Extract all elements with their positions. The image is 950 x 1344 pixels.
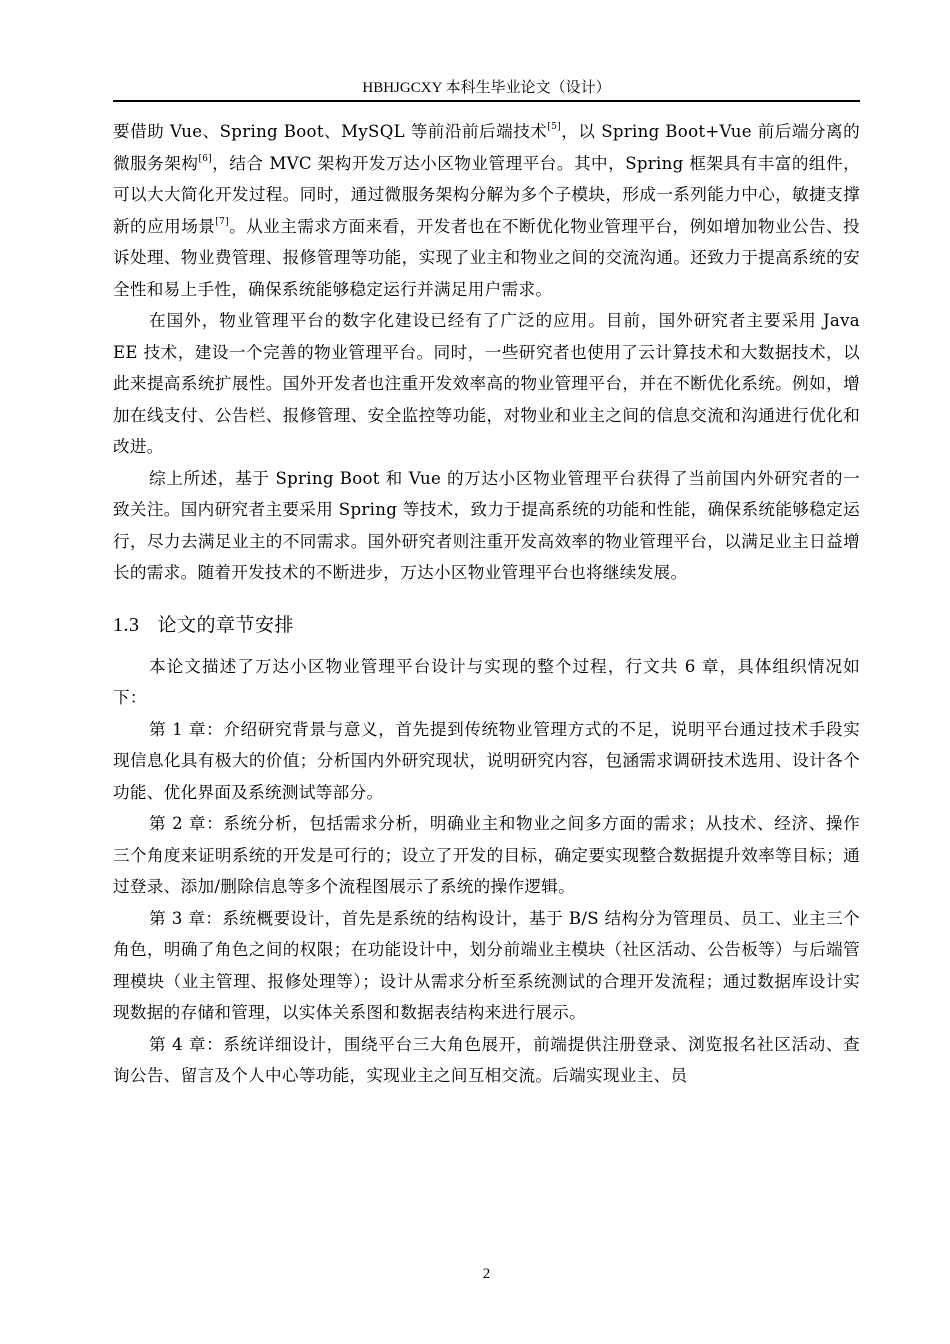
- citation-ref: [7]: [215, 216, 229, 227]
- paragraph-chapter-1: 第 1 章：介绍研究背景与意义，首先提到传统物业管理方式的不足，说明平台通过技术手段实现信息化具有极大的价值；分析国内外研究现状，说明研究内容，包涵需求调研技术选用、设计各个功能、优化界面及系统测试等部分。: [113, 719, 860, 802]
- paragraph-foreign-research: 在国外，物业管理平台的数字化建设已经有了广泛的应用。目前，国外研究者主要采用 Java EE 技术，建设一个完善的物业管理平台。同时，一些研究者也使用了云计算技术和大数据技术，以此来提高系统扩展性。国外开发者也注重开发效率高的物业管理平台，并在不断优化系统。例如，增加在线支付、公告栏、报修管理、安全监控等功能，对物业和业主之间的信息交流和沟通进行优化和改进。: [113, 311, 860, 456]
- body-text: [113, 116, 860, 1092]
- running-header: HBHJGCXY 本科生毕业论文（设计）: [362, 80, 611, 96]
- paragraph-text: ，结合 MVC 架构开发万达小区物业管理平台。其中，Spring 框架具有丰富的组件，可以大大简化开发过程。同时，通过微服务架构分解为多个子模块，形成一系列能力中心，敏捷支撑新的应用场景: [113, 153, 860, 236]
- paragraph-chapter-3: 第 3 章：系统概要设计，首先是系统的结构设计，基于 B/S 结构分为管理员、员工、业主三个角色，明确了角色之间的权限；在功能设计中，划分前端业主模块（社区活动、公告板等）与后端管理模块（业主管理、报修处理等）；设计从需求分析至系统测试的合理开发流程；通过数据库设计实现数据的存储和管理，以实体关系图和数据表结构来进行展示。: [113, 908, 860, 1022]
- paragraph-chapter-4: 第 4 章：系统详细设计，围绕平台三大角色展开，前端提供注册登录、浏览报名社区活动、查询公告、留言及个人中心等功能，实现业主之间互相交流。后端实现业主、员: [113, 1034, 860, 1085]
- paragraph-chapter-intro: 本论文描述了万达小区物业管理平台设计与实现的整个过程，行文共 6 章，具体组织情况如下：: [113, 656, 860, 707]
- paragraph-text: 要借助 Vue、Spring Boot、MySQL 等前沿前后端技术: [113, 122, 548, 141]
- section-number: 1.3: [113, 613, 140, 636]
- paragraph-text: 。从业主需求方面来看，开发者也在不断优化物业管理平台，例如增加物业公告、投诉处理、物业费管理、报修管理等功能，实现了业主和物业之间的交流沟通。还致力于提高系统的安全性和易上手性，确保系统能够稳定运行并满足用户需求。: [113, 216, 860, 299]
- header-rule: [113, 100, 860, 102]
- paragraph-domestic-research: [113, 116, 860, 305]
- section-heading: [113, 610, 860, 641]
- page-number: 2: [482, 1266, 491, 1282]
- paragraph-text: ，以 Spring Boot+Vue 前后端分离的微服务架构: [113, 122, 860, 173]
- section-title: 论文的章节安排: [157, 613, 295, 636]
- paragraph-chapter-2: 第 2 章：系统分析，包括需求分析，明确业主和物业之间多方面的需求；从技术、经济、操作三个角度来证明系统的开发是可行的；设立了开发的目标，确定要实现整合数据提升效率等目标；通过登录、添加/删除信息等多个流程图展示了系统的操作逻辑。: [113, 814, 860, 896]
- paragraph-summary: 综上所述，基于 Spring Boot 和 Vue 的万达小区物业管理平台获得了当前国内外研究者的一致关注。国内研究者主要采用 Spring 等技术，致力于提高系统的功能和性能，确保系统能够稳定运行，尽力去满足业主的不同需求。国外研究者则注重开发高效率的物业管理平台，以满足业主日益增长的需求。随着开发技术的不断进步，万达小区物业管理平台也将继续发展。: [113, 468, 860, 582]
- citation-ref: [6]: [198, 153, 213, 164]
- citation-ref: [5]: [547, 122, 562, 132]
